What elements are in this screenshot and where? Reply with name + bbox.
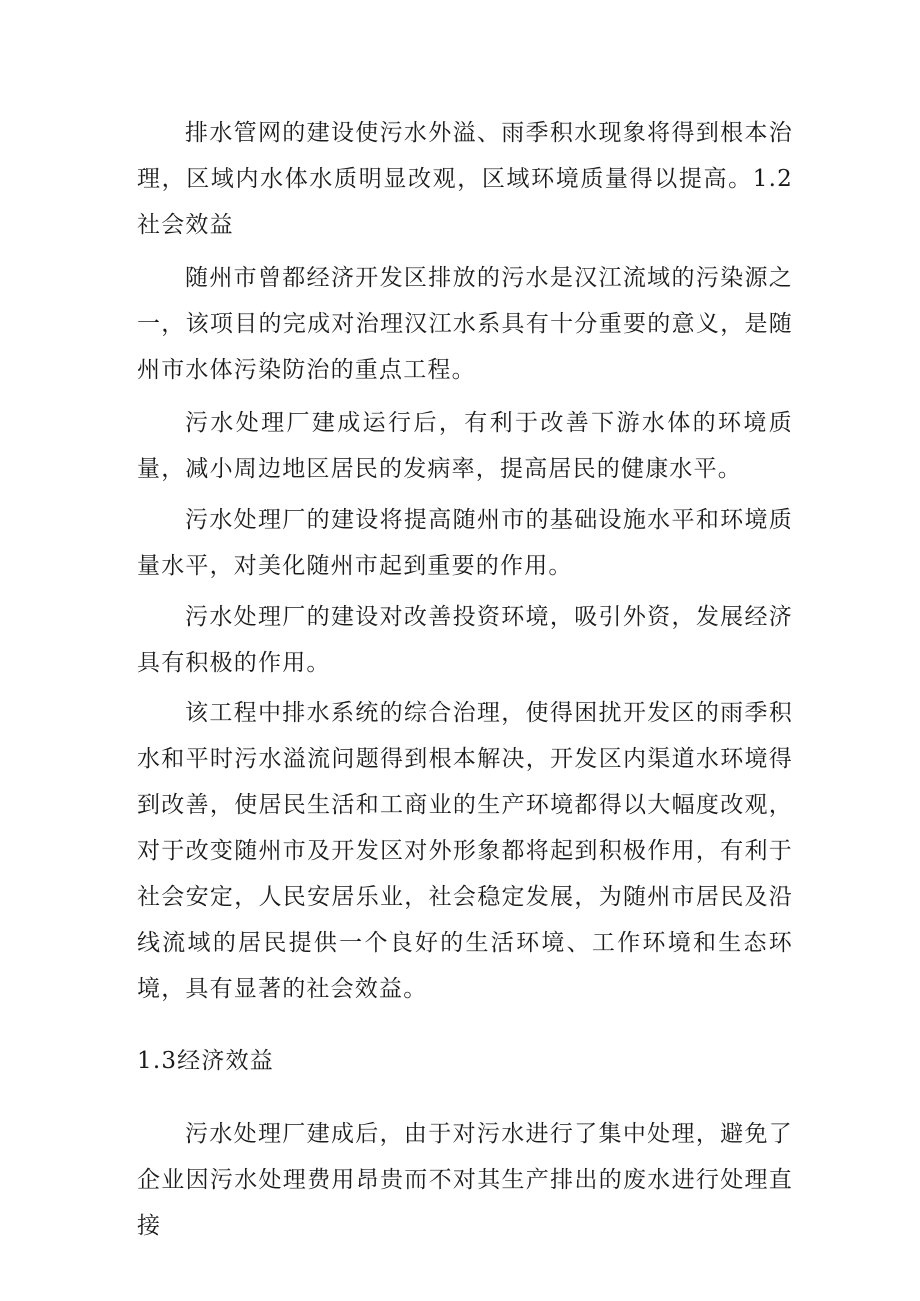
paragraph-investment: 污水处理厂的建设对改善投资环境，吸引外资，发展经济具有积极的作用。 (137, 604, 793, 676)
paragraph-pollution-source: 随州市曾都经济开发区排放的污水是汉江流域的污染源之一，该项目的完成对治理汉江水系具有十分重要的意义，是随州市水体污染防治的重点工程。 (137, 265, 793, 383)
paragraph-infrastructure: 污水处理厂的建设将提高随州市的基础设施水平和环境质量水平，对美化随州市起到重要的作用。 (137, 507, 793, 579)
paragraph-health: 污水处理厂建成运行后，有利于改善下游水体的环境质量，减小周边地区居民的发病率，提高居民的健康水平。 (137, 410, 793, 482)
paragraph-economic-benefit: 污水处理厂建成后，由于对污水进行了集中处理，避免了企业因污水处理费用昂贵而不对其生产排出的废水进行处理直接 (137, 1121, 793, 1239)
paragraph-drainage-network: 排水管网的建设使污水外溢、雨季积水现象将得到根本治理，区域内水体水质明显改观，区域环境质量得以提高。1.2社会效益 (137, 120, 793, 238)
section-heading-economic-benefit: 1.3经济效益 (137, 1048, 274, 1074)
paragraph-social-benefit: 该工程中排水系统的综合治理，使得困扰开发区的雨季积水和平时污水溢流问题得到根本解决，开发区内渠道水环境得到改善，使居民生活和工商业的生产环境都得以大幅度改观，对于改变随州市及开发区对外形象都将起到积极作用，有利于社会安定，人民安居乐业，社会稳定发展，为随州市居民及沿线流域的居民提供一个良好的生活环境、工作环境和生态环境，具有显著的社会效益。 (137, 700, 793, 1002)
